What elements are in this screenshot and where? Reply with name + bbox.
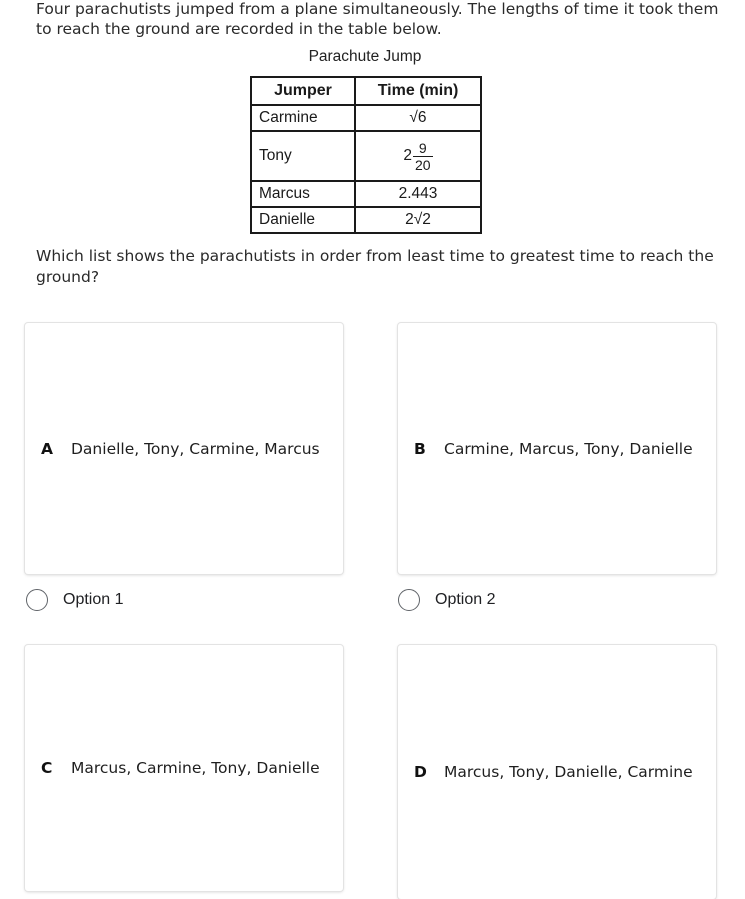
column-header-time: Time (min) (355, 77, 481, 105)
table-row (251, 131, 481, 181)
table-title: Parachute Jump (308, 48, 422, 65)
choice-text: Marcus, Tony, Danielle, Carmine (444, 763, 693, 781)
time-cell (355, 131, 481, 181)
option-2[interactable] (398, 589, 495, 611)
choice-card-b[interactable] (398, 323, 716, 574)
fraction-denominator: 20 (415, 156, 431, 173)
time-cell: √6 (355, 105, 481, 131)
table-row (251, 207, 481, 233)
choice-letter: D (414, 763, 427, 781)
jumper-cell: Tony (251, 131, 355, 181)
question-intro: Four parachutists jumped from a plane simultaneously. The lengths of time it took them to reach the ground are recorded in the table below. (36, 0, 719, 38)
jumper-cell: Danielle (251, 207, 355, 233)
table-header-row (251, 77, 481, 105)
choice-text: Danielle, Tony, Carmine, Marcus (71, 439, 320, 458)
radio-button[interactable] (26, 589, 48, 611)
radio-button[interactable] (398, 589, 420, 611)
table-row (251, 105, 481, 131)
fraction-numerator: 9 (418, 139, 427, 156)
time-cell: 2√2 (355, 207, 481, 233)
question-prompt: Which list shows the parachutists in order from least time to greatest time to reach the ground? (36, 247, 714, 286)
option-1[interactable] (26, 589, 123, 611)
choice-text: Carmine, Marcus, Tony, Danielle (444, 439, 693, 458)
choice-card-c[interactable] (25, 645, 343, 891)
choice-text: Marcus, Carmine, Tony, Danielle (71, 759, 320, 777)
jumper-cell: Marcus (251, 181, 355, 207)
choice-letter: C (41, 759, 53, 777)
mixed-number (403, 140, 432, 173)
table-row (251, 181, 481, 207)
choice-card-a[interactable] (25, 323, 343, 574)
choice-letter: B (414, 439, 426, 458)
option-label: Option 1 (63, 591, 124, 608)
option-label: Option 2 (435, 591, 496, 608)
fraction (413, 140, 433, 173)
whole-part: 2 (403, 147, 413, 164)
choice-letter: A (41, 439, 53, 458)
time-cell: 2.443 (355, 181, 481, 207)
parachute-jump-table (250, 76, 482, 234)
jumper-cell: Carmine (251, 105, 355, 131)
column-header-jumper: Jumper (251, 77, 355, 105)
